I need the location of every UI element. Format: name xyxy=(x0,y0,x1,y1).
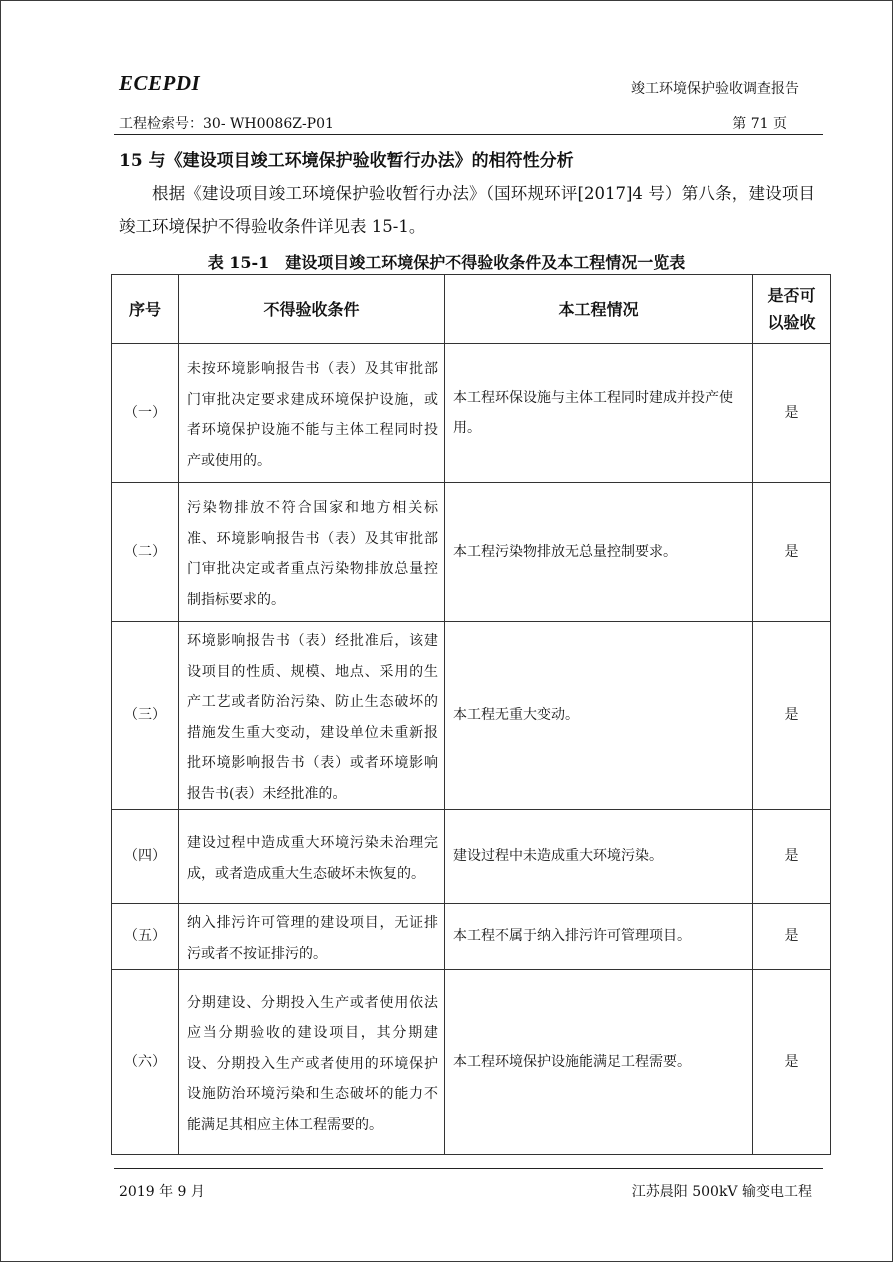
footer-divider xyxy=(114,1168,823,1169)
row-seq: （五） xyxy=(112,904,179,970)
row-condition: 未按环境影响报告书（表）及其审批部门审批决定要求建成环境保护设施，或者环境保护设施不能与主体工程同时投产或使用的。 xyxy=(179,344,445,483)
footer-project-name: 江苏晨阳 500kV 输变电工程 xyxy=(631,1184,812,1200)
row-project: 本工程不属于纳入排污许可管理项目。 xyxy=(445,904,753,970)
page-number: 第 71 页 xyxy=(732,116,787,132)
row-condition: 建设过程中造成重大环境污染未治理完成，或者造成重大生态破坏未恢复的。 xyxy=(179,810,445,904)
row-verdict: 是 xyxy=(753,970,831,1155)
header-condition: 不得验收条件 xyxy=(179,275,445,344)
table-header-row xyxy=(112,275,831,344)
footer-date: 2019 年 9 月 xyxy=(119,1184,205,1200)
table-row xyxy=(112,344,831,483)
company-logo: ECEPDI xyxy=(119,71,201,95)
row-condition: 纳入排污许可管理的建设项目，无证排污或者不按证排污的。 xyxy=(179,904,445,970)
table-row xyxy=(112,810,831,904)
row-verdict: 是 xyxy=(753,810,831,904)
header-divider xyxy=(114,134,823,135)
table-row xyxy=(112,622,831,810)
row-project: 建设过程中未造成重大环境污染。 xyxy=(445,810,753,904)
row-verdict: 是 xyxy=(753,344,831,483)
row-condition: 环境影响报告书（表）经批准后，该建设项目的性质、规模、地点、采用的生产工艺或者防治污染、防止生态破坏的措施发生重大变动，建设单位未重新报批环境影响报告书（表）或者环境影响报告书(表）未经批准的。 xyxy=(179,622,445,810)
table-caption: 表 15-1 建设项目竣工环境保护不得验收条件及本工程情况一览表 xyxy=(207,253,686,272)
table-row xyxy=(112,970,831,1155)
intro-paragraph: 根据《建设项目竣工环境保护验收暂行办法》（国环规环评[2017]4 号）第八条，建设项目竣工环境保护不得验收条件详见表 15-1。 xyxy=(119,184,815,236)
row-verdict: 是 xyxy=(753,622,831,810)
header-seq: 序号 xyxy=(112,275,179,344)
row-project: 本工程环保设施与主体工程同时建成并投产使用。 xyxy=(445,344,753,483)
section-heading: 15 与《建设项目竣工环境保护验收暂行办法》的相符性分析 xyxy=(119,151,574,171)
row-verdict: 是 xyxy=(753,904,831,970)
row-condition: 分期建设、分期投入生产或者使用依法应当分期验收的建设项目，其分期建设、分期投入生产或者使用的环境保护设施防治环境污染和生态破坏的能力不能满足其相应主体工程需要的。 xyxy=(179,970,445,1155)
document-number: 工程检索号：30- WH0086Z-P01 xyxy=(119,116,334,132)
row-seq: （二） xyxy=(112,483,179,622)
header-verdict-label: 是否可以验收 xyxy=(767,286,816,332)
report-title: 竣工环境保护验收调查报告 xyxy=(631,81,799,97)
header-project: 本工程情况 xyxy=(445,275,753,344)
table-row xyxy=(112,483,831,622)
row-seq: （一） xyxy=(112,344,179,483)
table-row xyxy=(112,904,831,970)
conditions-table xyxy=(111,274,831,1155)
row-seq: （六） xyxy=(112,970,179,1155)
row-project: 本工程无重大变动。 xyxy=(445,622,753,810)
row-seq: （三） xyxy=(112,622,179,810)
row-project: 本工程环境保护设施能满足工程需要。 xyxy=(445,970,753,1155)
row-verdict: 是 xyxy=(753,483,831,622)
row-condition: 污染物排放不符合国家和地方相关标准、环境影响报告书（表）及其审批部门审批决定或者重点污染物排放总量控制指标要求的。 xyxy=(179,483,445,622)
header-verdict xyxy=(753,275,831,344)
row-seq: （四） xyxy=(112,810,179,904)
row-project: 本工程污染物排放无总量控制要求。 xyxy=(445,483,753,622)
